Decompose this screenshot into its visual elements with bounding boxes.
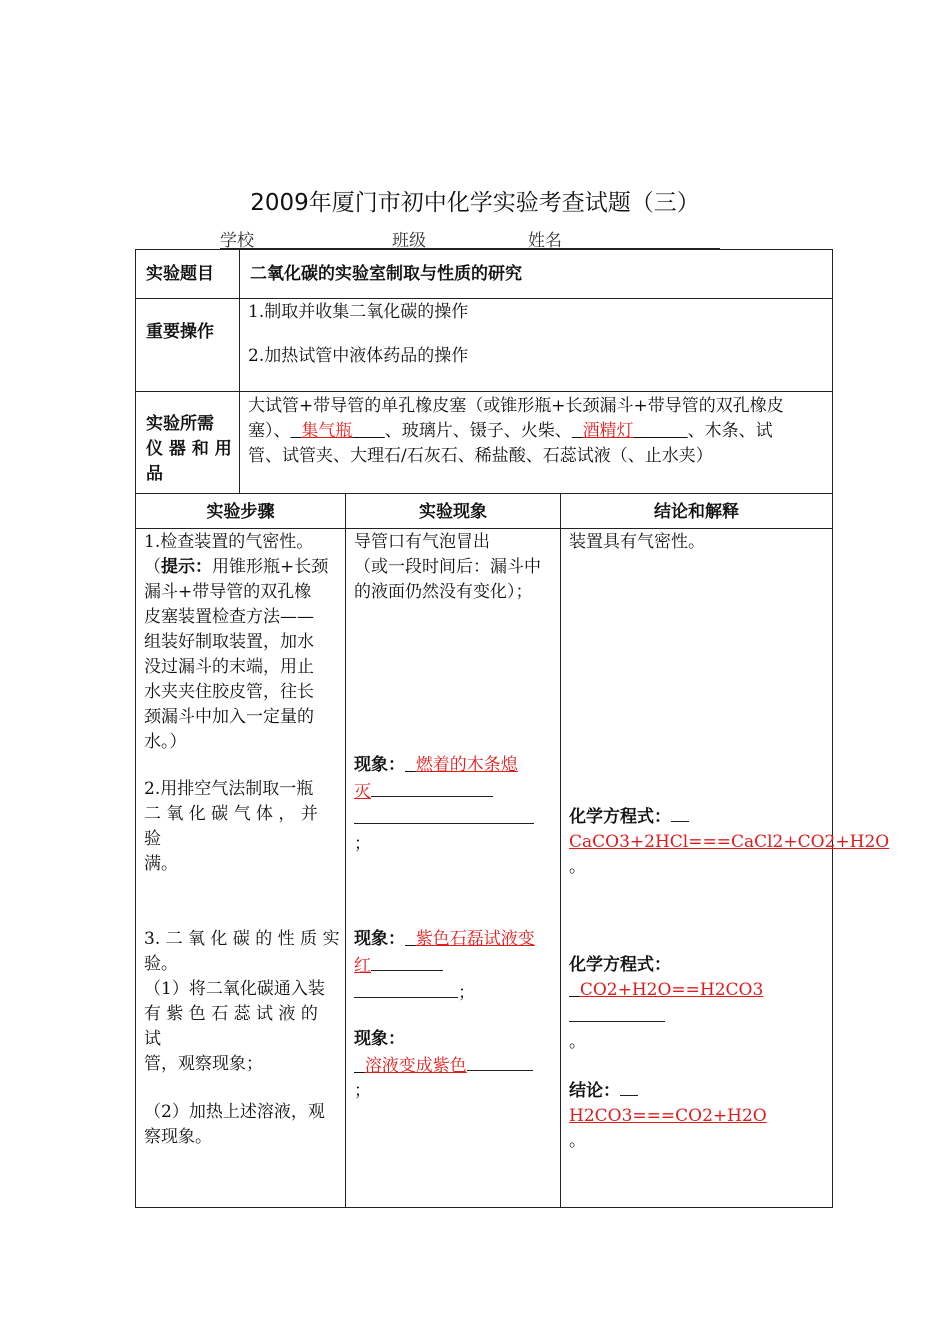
phenomenon-4: 现象： 溶液变成紫色 ； [354,1027,554,1104]
header-steps: 实验步骤 [206,502,275,522]
step-3: 3. 二 氧 化 碳 的 性 质 实 验。 （1）将二氧化碳通入装 有 紫 色 石 蕊 试 液 的 试 管，观察现象； [144,929,340,1074]
equation-2: CO2+H2O==H2CO3 [579,980,764,1000]
step-2: 2.用排空气法制取一瓶 二 氧 化 碳 气 体 ， 并 验 满。 [144,779,318,874]
subject-value: 二氧化碳的实验室制取与性质的研究 [250,264,522,284]
phenomenon-2: 现象： 燃着的木条熄 灭 ； [354,753,554,857]
equipment-list: 大试管+带导管的单孔橡皮塞（或锥形瓶+长颈漏斗+带导管的双孔橡皮 塞）、 集气瓶 、玻璃片、镊子、火柴、 酒精灯 、木条、试 管、试管夹、大理石/石灰石、稀盐酸、石蕊试液（、止水夹） [248,396,784,466]
class-label: 班级 [392,231,426,251]
name-label: 姓名 [528,231,562,251]
experiment-table [135,249,890,1208]
ops-label: 重要操作 [146,322,214,342]
equation-3: H2CO3===CO2+H2O [569,1106,767,1126]
conclusion-1: 装置具有气密性。 [569,532,705,552]
header-conclusion: 结论和解释 [654,502,739,522]
conclusion-2: 化学方程式： CaCO3+2HCl===CaCl2+CO2+H2O 。 [569,803,829,880]
subject-label: 实验题目 [146,264,214,284]
step-4: （2）加热上述溶液，观 察现象。 [144,1102,325,1147]
phenomenon-1: 导管口有气泡冒出 （或一段时间后：漏斗中 的液面仍然没有变化）； [354,532,541,602]
equip-label: 实验所需 仪 器 和 用 品 [146,414,232,484]
conclusion-4: 结论： H2CO3===CO2+H2O 。 [569,1077,829,1154]
op-item-1: 1.制取并收集二氧化碳的操作 [248,302,469,322]
op-item-2: 2.加热试管中液体药品的操作 [248,346,469,366]
document-title: 2009年厦门市初中化学实验考查试题（三） [250,190,700,216]
step-1: 1.检查装置的气密性。 （提示：用锥形瓶+长颈 漏斗+带导管的双孔橡 皮塞装置检查方法—— 组装好制取装置，加水 没过漏斗的末端，用止 水夹夹住胶皮管，往长 颈漏斗中加入一定量的 水。） [144,532,329,752]
conclusion-3: 化学方程式： CO2+H2O==H2CO3 。 [569,955,764,1052]
answer-alcohol-lamp: 酒精灯 [582,421,634,441]
school-label: 学校 [220,231,254,251]
header-phenomena: 实验现象 [419,502,487,522]
phenomenon-3: 现象： 紫色石磊试液变 红 ； [354,929,535,1003]
equation-1: CaCO3+2HCl===CaCl2+CO2+H2O [569,832,890,852]
student-info-line [220,226,720,249]
answer-gas-jar: 集气瓶 [301,421,353,441]
